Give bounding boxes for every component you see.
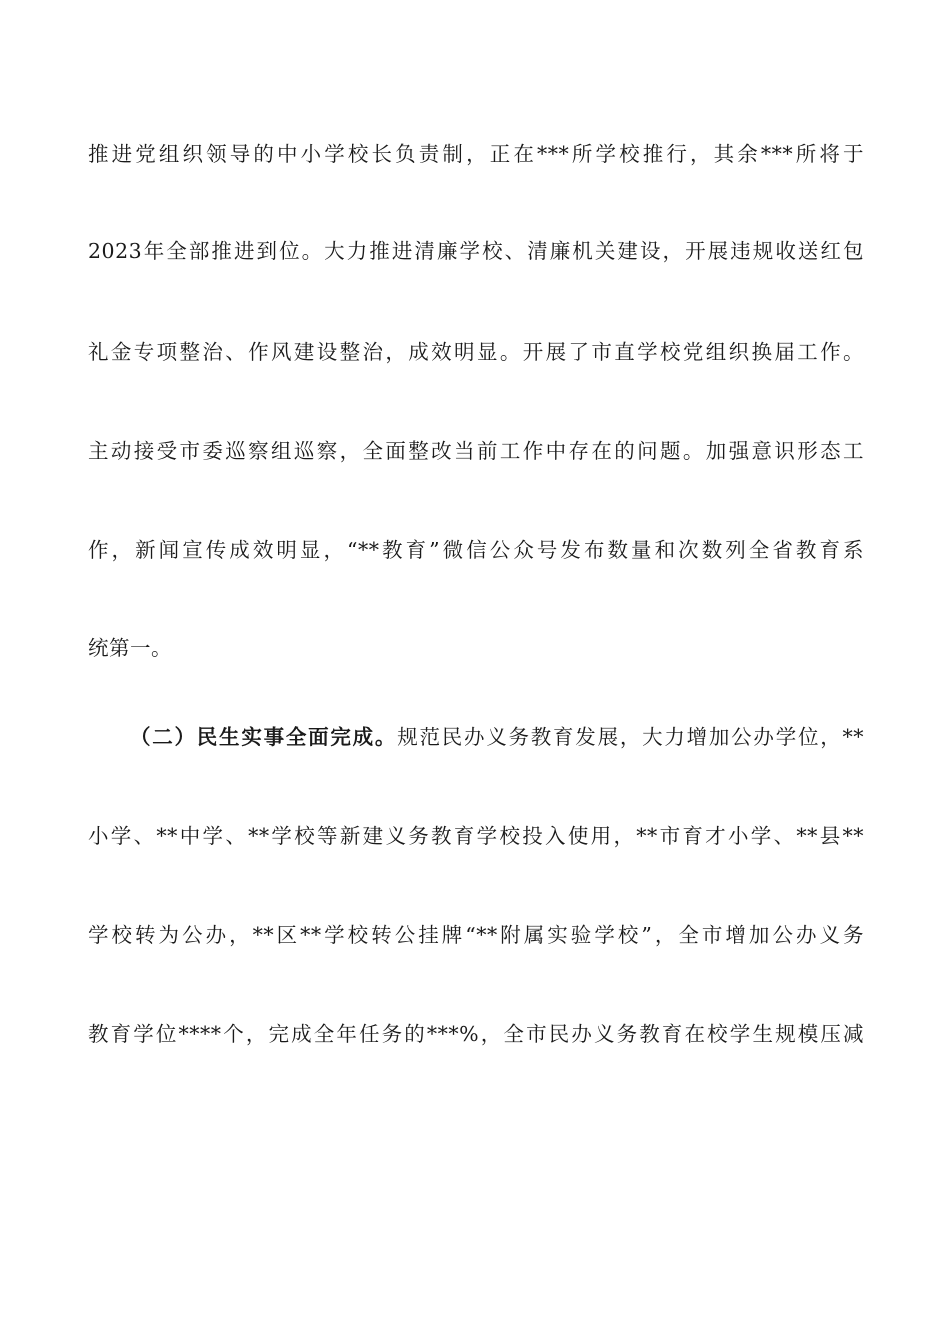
- section-2-first-line: [130, 717, 864, 757]
- paragraph-line-2: 2023年全部推进到位。大力推进清廉学校、清廉机关建设，开展违规收送红包: [88, 239, 864, 263]
- section-2-line-2: 小学、**中学、**学校等新建义务教育学校投入使用，**市育才小学、**县**: [88, 824, 864, 848]
- paragraph-line-1: 推进党组织领导的中小学校长负责制，正在***所学校推行，其余***所将于: [88, 142, 864, 166]
- section-2-heading: （二）民生实事全面完成。: [130, 725, 398, 749]
- section-2-first-line-text: 规范民办义务教育发展，大力增加公办学位，**: [397, 725, 864, 749]
- paragraph-line-3: 礼金专项整治、作风建设整治，成效明显。开展了市直学校党组织换届工作。: [88, 340, 864, 364]
- section-2-line-3: 学校转为公办，**区**学校转公挂牌“**附属实验学校”，全市增加公办义务: [88, 923, 864, 947]
- paragraph-line-4: 主动接受市委巡察组巡察，全面整改当前工作中存在的问题。加强意识形态工: [88, 439, 864, 463]
- section-2-line-4: 教育学位****个，完成全年任务的***%，全市民办义务教育在校学生规模压减: [88, 1022, 864, 1046]
- paragraph-line-6: 统第一。: [88, 636, 172, 660]
- paragraph-line-5: 作，新闻宣传成效明显，“**教育”微信公众号发布数量和次数列全省教育系: [88, 538, 864, 562]
